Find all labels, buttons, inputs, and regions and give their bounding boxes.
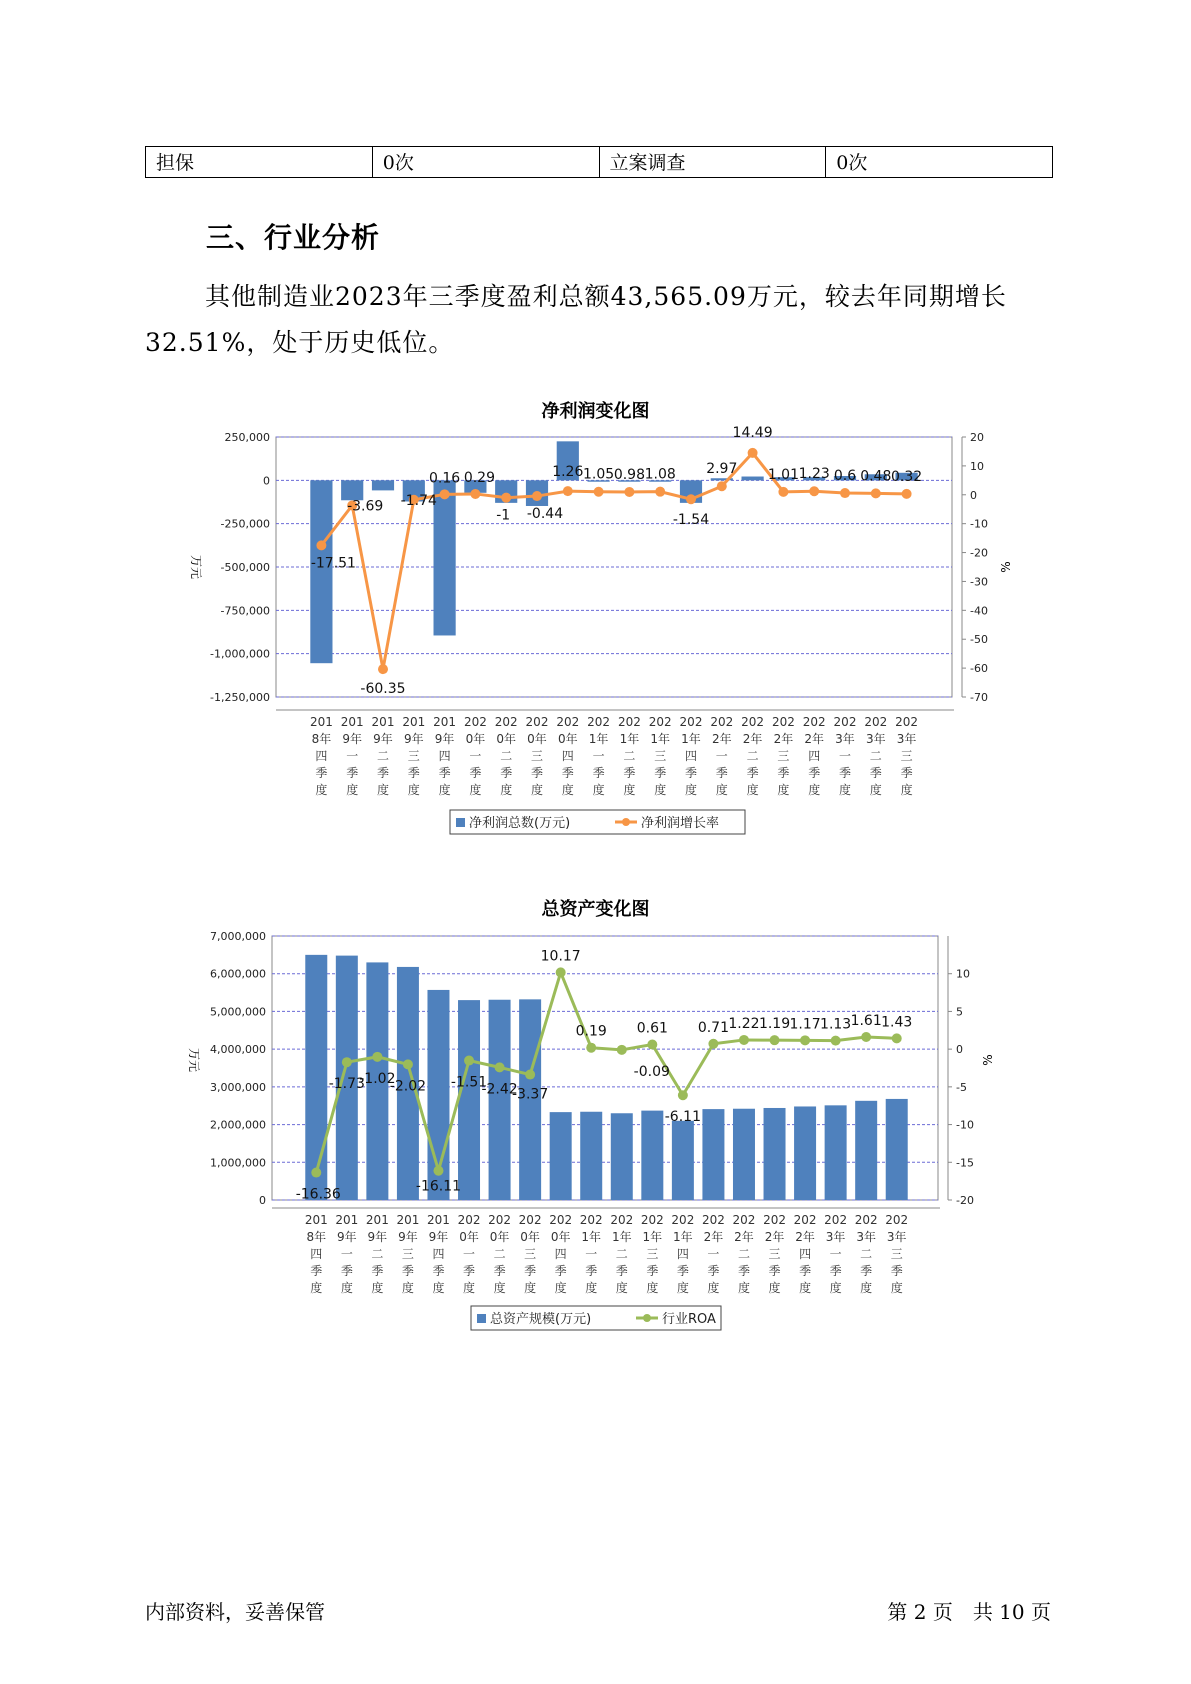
y-right-tick-label: 20 xyxy=(970,431,984,444)
x-tick-label: 201 8年四季度 xyxy=(309,715,333,797)
x-tick-label: 201 9年四季度 xyxy=(427,1213,450,1295)
bar xyxy=(886,1099,908,1200)
data-label: 0.98 xyxy=(613,466,645,483)
y-left-tick-label: 0 xyxy=(263,474,270,488)
y-right-tick-label: -70 xyxy=(970,691,988,704)
legend-bar-swatch xyxy=(477,1314,486,1323)
data-label: 1.26 xyxy=(552,464,584,481)
y-left-tick-label: 6,000,000 xyxy=(210,967,266,981)
line-point xyxy=(717,481,727,491)
bar xyxy=(611,1113,633,1200)
line-point xyxy=(861,1032,871,1042)
y-right-tick-label: 5 xyxy=(956,1005,963,1019)
bar xyxy=(855,1101,877,1200)
bar xyxy=(458,1000,480,1200)
y-right-tick-label: 0 xyxy=(970,488,977,502)
x-tick-label: 202 2年一季度 xyxy=(710,715,734,797)
x-tick-label: 202 0年四季度 xyxy=(549,1213,573,1295)
y-right-tick-label: -20 xyxy=(956,1194,974,1207)
y-left-axis-title: 万元 xyxy=(187,1047,201,1073)
y-left-tick-label: -1,000,000 xyxy=(210,647,270,661)
line-point xyxy=(372,1052,382,1062)
y-left-tick-label: 4,000,000 xyxy=(210,1043,266,1057)
data-label: -3.37 xyxy=(512,1086,549,1103)
x-tick-label: 201 9年三季度 xyxy=(402,715,426,797)
data-label: -60.35 xyxy=(360,681,406,698)
y-left-tick-label: -1,250,000 xyxy=(210,691,270,704)
data-label: 0.61 xyxy=(636,1020,668,1037)
line-point xyxy=(586,1043,596,1053)
y-right-tick-label: -50 xyxy=(970,633,988,647)
table-cell: 0次 xyxy=(826,147,1053,178)
bar xyxy=(702,1109,724,1200)
data-label: 1.23 xyxy=(798,466,830,483)
x-tick-label: 202 3年二季度 xyxy=(864,715,888,797)
line-point xyxy=(316,540,326,550)
line-point xyxy=(378,664,388,674)
y-left-tick-label: 250,000 xyxy=(224,431,270,444)
x-tick-label: 201 9年三季度 xyxy=(396,1213,420,1295)
legend-line-marker xyxy=(622,818,630,826)
bar xyxy=(733,1109,755,1200)
x-tick-label: 202 0年二季度 xyxy=(488,1213,512,1295)
total-assets-chart xyxy=(0,890,1191,1350)
y-left-tick-label: 3,000,000 xyxy=(210,1080,266,1094)
legend-label: 净利润增长率 xyxy=(641,816,720,831)
net-profit-chart xyxy=(0,392,1191,852)
legend-bar-swatch xyxy=(456,818,465,827)
x-tick-label: 201 9年二季度 xyxy=(365,1213,389,1295)
y-right-tick-label: 10 xyxy=(956,967,970,981)
data-label: 2.97 xyxy=(706,461,738,478)
y-right-tick-label: -30 xyxy=(970,575,988,589)
y-right-tick-label: -60 xyxy=(970,662,988,676)
y-right-tick-label: -5 xyxy=(956,1080,967,1094)
data-label: 0.29 xyxy=(463,469,495,486)
data-label: 1.43 xyxy=(881,1014,913,1031)
bar xyxy=(372,480,394,490)
x-tick-label: 202 2年三季度 xyxy=(763,1213,786,1295)
data-label: 0.16 xyxy=(429,470,461,487)
legend-label: 行业ROA xyxy=(662,1312,716,1327)
data-label: -0.09 xyxy=(633,1063,670,1080)
y-left-tick-label: 5,000,000 xyxy=(210,1005,266,1019)
bar xyxy=(672,1121,694,1200)
x-tick-label: 202 0年一季度 xyxy=(457,1213,481,1295)
x-tick-label: 202 2年二季度 xyxy=(732,1213,756,1295)
x-tick-label: 202 1年四季度 xyxy=(671,1213,695,1295)
line-point xyxy=(403,1059,413,1069)
line-point xyxy=(624,487,634,497)
x-tick-label: 202 3年一季度 xyxy=(833,715,857,797)
data-label: 0.6 xyxy=(833,468,857,485)
bar xyxy=(580,1112,602,1200)
bar xyxy=(742,477,764,481)
bar xyxy=(825,1105,847,1200)
x-tick-label: 201 9年一季度 xyxy=(340,715,364,797)
y-right-tick-label: -20 xyxy=(970,546,988,560)
line-point xyxy=(686,494,696,504)
line-point xyxy=(525,1070,535,1080)
data-label: 10.17 xyxy=(540,948,581,965)
data-label: -17.51 xyxy=(310,555,356,572)
data-label: -1 xyxy=(496,507,511,524)
bar xyxy=(489,1000,511,1200)
line-point xyxy=(809,486,819,496)
y-right-axis-title: % xyxy=(999,561,1013,573)
x-tick-label: 201 9年二季度 xyxy=(371,715,395,797)
legend-line-marker xyxy=(643,1314,651,1322)
data-label: 14.49 xyxy=(732,424,773,441)
line-point xyxy=(532,491,542,501)
x-tick-label: 202 3年一季度 xyxy=(824,1213,848,1295)
y-right-tick-label: -10 xyxy=(970,517,988,531)
y-right-tick-label: -10 xyxy=(956,1118,974,1132)
y-left-tick-label: -250,000 xyxy=(220,517,270,531)
y-right-tick-label: 0 xyxy=(956,1043,963,1057)
bar xyxy=(305,955,327,1200)
table-cell: 0次 xyxy=(372,147,599,178)
chart-title: 净利润变化图 xyxy=(541,401,650,422)
data-label: 0.71 xyxy=(697,1019,730,1036)
line-point xyxy=(594,487,604,497)
x-tick-label: 201 8年四季度 xyxy=(304,1213,328,1295)
table-cell: 担保 xyxy=(146,147,373,178)
section-title: 三、行业分析 xyxy=(206,221,381,254)
data-label: 1.17 xyxy=(789,1016,821,1033)
line-point xyxy=(440,489,450,499)
x-tick-label: 202 0年二季度 xyxy=(494,715,518,797)
line-point xyxy=(647,1040,657,1050)
x-tick-label: 201 9年四季度 xyxy=(433,715,457,797)
line-point xyxy=(311,1168,321,1178)
line-point xyxy=(770,1035,780,1045)
line-point xyxy=(433,1166,443,1176)
data-label: -3.69 xyxy=(347,498,384,515)
line-point xyxy=(342,1057,352,1067)
data-label: -16.11 xyxy=(415,1178,462,1195)
x-tick-label: 202 1年四季度 xyxy=(679,715,703,797)
line-point xyxy=(470,489,480,499)
x-tick-label: 201 9年一季度 xyxy=(335,1213,359,1295)
x-tick-label: 202 2年三季度 xyxy=(771,715,795,797)
y-left-tick-label: 1,000,000 xyxy=(210,1156,266,1170)
table-row xyxy=(146,147,1053,178)
x-tick-label: 202 2年一季度 xyxy=(701,1213,725,1295)
data-label: -1.54 xyxy=(672,512,710,529)
data-label: 1.22 xyxy=(728,1015,760,1032)
y-left-tick-label: 0 xyxy=(259,1194,266,1207)
x-tick-label: 202 1年三季度 xyxy=(640,1213,664,1295)
legend-label: 净利润总数(万元) xyxy=(469,816,571,831)
data-label: 0.19 xyxy=(575,1023,607,1040)
y-left-tick-label: -500,000 xyxy=(220,561,270,574)
y-right-axis-title: % xyxy=(981,1054,995,1066)
line-point xyxy=(871,488,881,498)
line-point xyxy=(739,1035,749,1045)
analysis-paragraph: 其他制造业2023年三季度盈利总额43,565.09万元，较去年同期增长32.51%，处于历史低位。 xyxy=(145,282,1007,357)
data-label: -1.73 xyxy=(328,1076,365,1093)
data-label: 0.48 xyxy=(860,468,892,485)
legend-label: 总资产规模(万元) xyxy=(490,1312,592,1327)
x-tick-label: 202 3年二季度 xyxy=(854,1213,878,1295)
bar xyxy=(310,480,332,663)
bar xyxy=(794,1106,816,1200)
x-tick-label: 202 2年四季度 xyxy=(802,715,826,797)
total-assets-chart-svg xyxy=(0,890,1191,1350)
line-point xyxy=(655,487,665,497)
data-label: 1.08 xyxy=(644,466,676,483)
data-label: 0.32 xyxy=(891,468,923,485)
data-label: -2.02 xyxy=(389,1078,427,1095)
line-point xyxy=(495,1062,505,1072)
data-label: 1.05 xyxy=(583,466,615,483)
data-label: -6.11 xyxy=(664,1109,701,1126)
data-label: -1.51 xyxy=(450,1074,488,1091)
line-point xyxy=(892,1033,902,1043)
y-right-tick-label: -40 xyxy=(970,604,988,618)
x-tick-label: 202 0年三季度 xyxy=(525,715,549,797)
x-tick-label: 202 1年一季度 xyxy=(587,715,611,797)
bar xyxy=(550,1112,572,1200)
table-cell: 立案调查 xyxy=(599,147,826,178)
line-point xyxy=(840,488,850,498)
data-label: -0.44 xyxy=(526,506,564,523)
data-label: 1.13 xyxy=(820,1016,852,1033)
data-label: 1.01 xyxy=(767,466,799,483)
x-tick-label: 202 1年三季度 xyxy=(648,715,672,797)
y-left-tick-label: 7,000,000 xyxy=(210,930,266,943)
y-left-axis-title: 万元 xyxy=(189,554,203,580)
line-point xyxy=(678,1090,688,1100)
bar xyxy=(341,480,363,500)
data-label: -2.42 xyxy=(481,1081,518,1098)
y-left-tick-label: 2,000,000 xyxy=(210,1118,266,1132)
line-point xyxy=(563,486,573,496)
x-tick-label: 202 0年三季度 xyxy=(518,1213,542,1295)
net-profit-chart-svg xyxy=(0,392,1191,852)
x-tick-label: 202 3年三季度 xyxy=(885,1213,909,1295)
line-point xyxy=(556,967,566,977)
info-table xyxy=(145,146,1053,178)
x-tick-label: 202 0年四季度 xyxy=(556,715,580,797)
y-right-tick-label: 10 xyxy=(970,459,984,473)
x-tick-label: 202 2年二季度 xyxy=(741,715,765,797)
line-point xyxy=(800,1035,810,1045)
chart-title: 总资产变化图 xyxy=(541,899,650,920)
data-label: 1.19 xyxy=(758,1016,791,1033)
bar xyxy=(641,1111,663,1200)
line-point xyxy=(617,1045,627,1055)
x-tick-label: 202 0年一季度 xyxy=(463,715,487,797)
line-point xyxy=(902,489,912,499)
line-point xyxy=(748,448,758,458)
line-point xyxy=(778,487,788,497)
data-label: 1.61 xyxy=(850,1012,882,1029)
line-point xyxy=(831,1036,841,1046)
data-label: -1.02 xyxy=(359,1070,396,1087)
x-tick-label: 202 3年三季度 xyxy=(895,715,919,797)
x-tick-label: 202 1年一季度 xyxy=(579,1213,603,1295)
data-label: -16.36 xyxy=(295,1186,341,1203)
page-number: 第 2 页 共 10 页 xyxy=(887,1600,1051,1624)
footer-note: 内部资料，妥善保管 xyxy=(145,1600,325,1624)
line-point xyxy=(708,1039,718,1049)
line-point xyxy=(501,493,511,503)
y-right-tick-label: -15 xyxy=(956,1156,974,1170)
x-tick-label: 202 1年二季度 xyxy=(610,1213,634,1295)
x-tick-label: 202 1年二季度 xyxy=(617,715,641,797)
x-tick-label: 202 2年四季度 xyxy=(793,1213,817,1295)
data-label: -1.74 xyxy=(400,492,437,509)
line-point xyxy=(464,1056,474,1066)
bar xyxy=(764,1108,786,1200)
y-left-tick-label: -750,000 xyxy=(220,604,270,618)
